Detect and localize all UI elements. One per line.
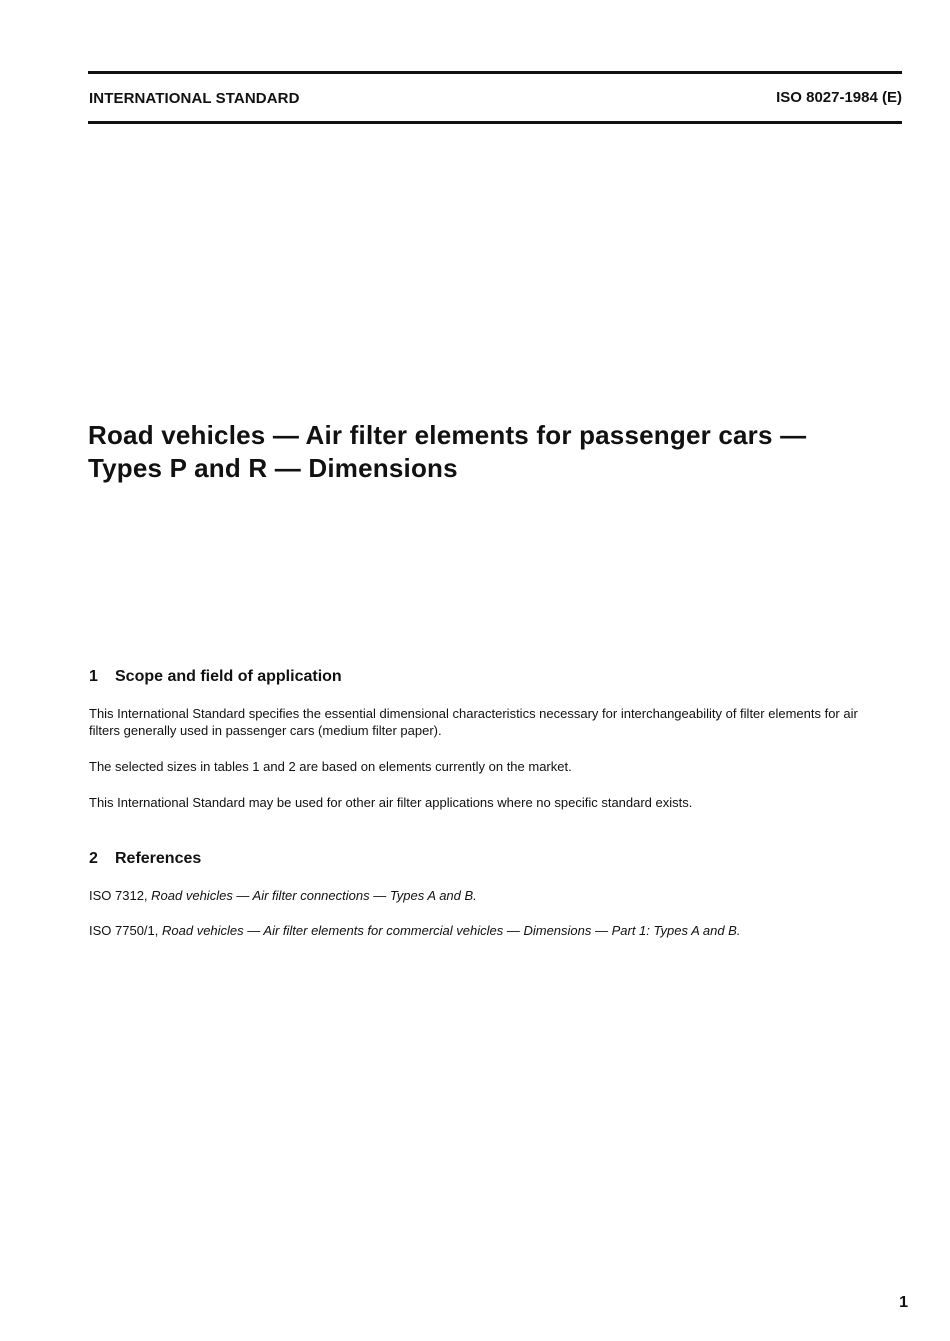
section-1-heading xyxy=(89,668,342,686)
section-1-paragraph-2 xyxy=(89,758,909,775)
reference-code: ISO 7750/1, xyxy=(89,923,162,938)
section-1-number: 1 xyxy=(89,668,98,685)
reference-item xyxy=(89,887,477,904)
reference-title: Road vehicles — Air filter elements for commercial vehicles — Dimensions — Part 1: Types A and B. xyxy=(162,923,741,938)
paragraph-line: filters generally used in passenger cars (medium filter paper). xyxy=(89,723,442,738)
paragraph-line: This International Standard may be used for other air filter applications where no specific standard exists. xyxy=(89,795,693,810)
document-title xyxy=(88,419,908,485)
reference-code: ISO 7312, xyxy=(89,888,152,903)
header-top-rule xyxy=(88,71,902,74)
reference-item xyxy=(89,922,740,939)
paragraph-line: The selected sizes in tables 1 and 2 are based on elements currently on the market. xyxy=(89,759,572,774)
page-number: 1 xyxy=(899,1294,908,1311)
paragraph-line: This International Standard specifies the essential dimensional characteristics necessary for interchangeability of filter elements for air xyxy=(89,706,858,721)
section-2-heading xyxy=(89,850,201,868)
section-2-title: References xyxy=(115,850,202,867)
title-line-2: Types P and R — Dimensions xyxy=(88,453,458,483)
section-1-title: Scope and field of application xyxy=(115,668,342,685)
section-1-paragraph-1 xyxy=(89,705,909,739)
document-type-label: INTERNATIONAL STANDARD xyxy=(89,90,300,107)
header-bottom-rule xyxy=(88,121,902,124)
standard-number: ISO 8027-1984 (E) xyxy=(776,89,902,106)
section-2-number: 2 xyxy=(89,850,98,867)
title-line-1: Road vehicles — Air filter elements for passenger cars — xyxy=(88,420,807,450)
reference-title: Road vehicles — Air filter connections — Types A and B. xyxy=(151,888,477,903)
section-1-paragraph-3 xyxy=(89,794,909,811)
